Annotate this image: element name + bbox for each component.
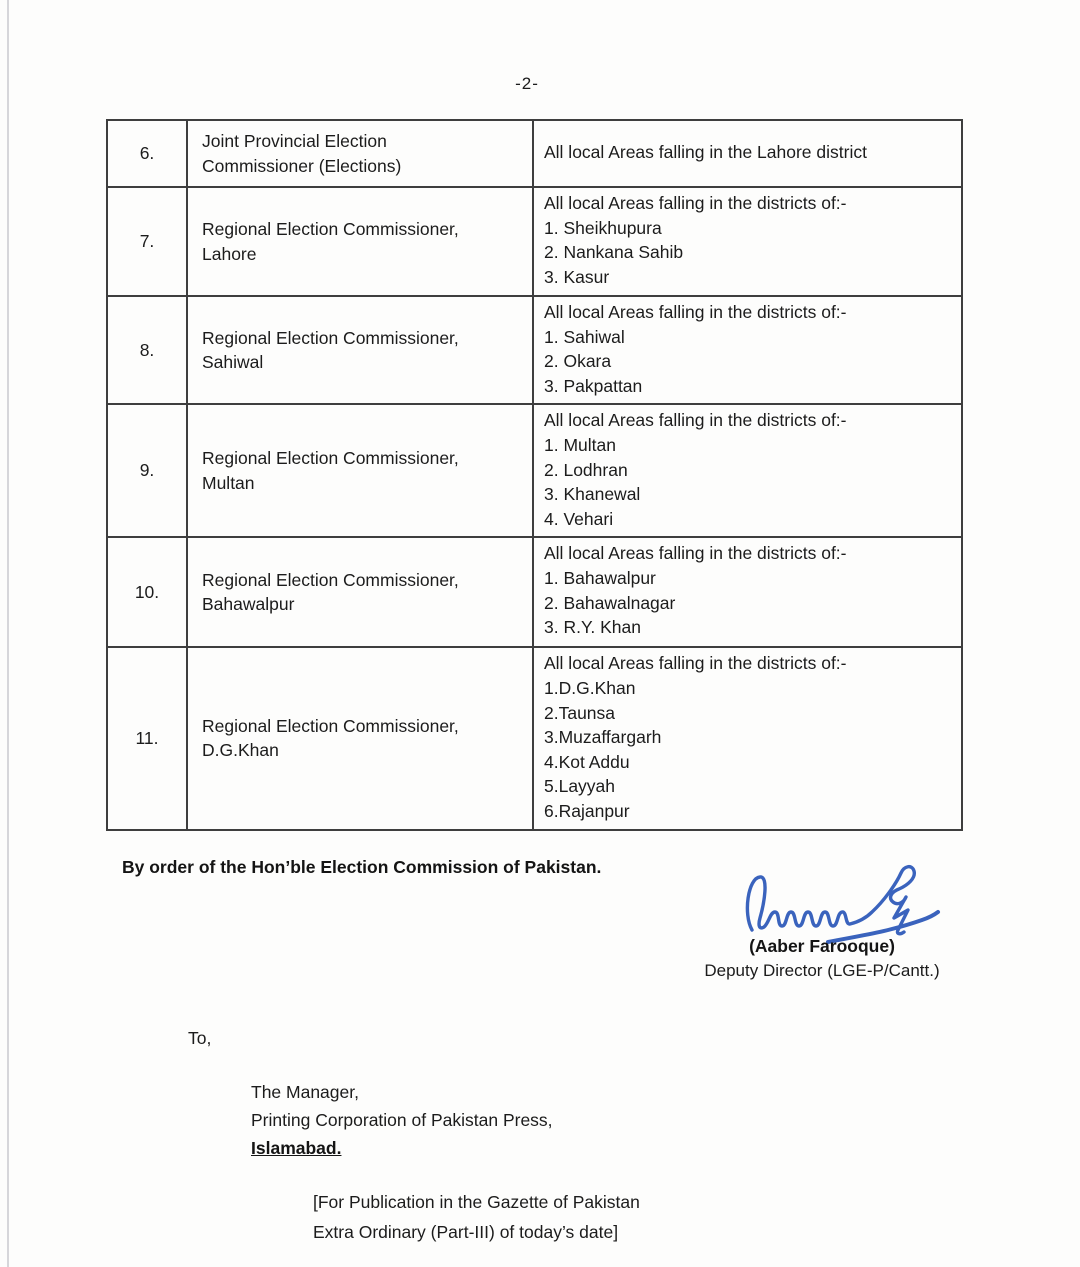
table-row [108,186,961,295]
officer-line: Regional Election Commissioner, [202,219,459,239]
area-line: 1.D.G.Khan [544,677,636,698]
addressee-city: Islamabad. [251,1138,342,1158]
areas-cell [532,405,961,536]
officer-line: Sahiwal [202,352,264,373]
officer-cell [186,297,532,403]
row-number-cell: 6. [139,143,155,163]
area-line: 2. Bahawalnagar [544,592,676,613]
officer-cell [186,188,532,295]
area-line: 1. Multan [544,434,616,455]
areas-cell [532,297,961,403]
publication-note [313,1187,640,1247]
officer-line: Bahawalpur [202,594,295,615]
area-line: 3.Muzaffargarh [544,727,662,748]
area-line: All local Areas falling in the districts of:- [544,653,847,674]
officer-line: Multan [202,472,255,493]
row-number-cell: 7. [139,231,155,251]
area-line: All local Areas falling in the Lahore district [544,142,867,163]
area-line: 3. Pakpattan [544,375,643,396]
area-line: All local Areas falling in the districts of:- [544,193,847,213]
area-line: 2.Taunsa [544,702,616,723]
area-line: 6.Rajanpur [544,800,630,821]
officer-cell [186,405,532,536]
area-line: 2. Lodhran [544,459,628,480]
row-number-cell: 8. [139,339,155,360]
officer-line: D.G.Khan [202,740,279,761]
officer-cell [186,648,532,828]
addressee-block [251,1078,553,1162]
row-number-cell: 10. [134,581,160,602]
table-row [108,646,961,828]
area-line: 1. Bahawalpur [544,567,656,588]
areas-cell [532,188,961,295]
area-line: 3. Khanewal [544,484,641,505]
officer-line: Joint Provincial Election [202,131,387,151]
row-number-cell: 9. [139,460,155,481]
officer-line: Regional Election Commissioner, [202,715,459,736]
area-line: 2. Nankana Sahib [544,242,684,263]
page-number: -2- [515,74,539,93]
area-line: 4. Vehari [544,508,614,529]
table-row [108,403,961,536]
by-order-line: By order of the Hon’ble Election Commission of Pakistan. [122,857,602,877]
officer-line: Regional Election Commissioner, [202,569,459,590]
jurisdiction-table [106,119,963,831]
area-line: 3. R.Y. Khan [544,617,641,638]
table-row [108,536,961,646]
area-line: 1. Sheikhupura [544,217,662,238]
area-line: 5.Layyah [544,776,616,797]
officer-line: Regional Election Commissioner, [202,327,459,348]
officer-line: Regional Election Commissioner, [202,448,459,469]
signatory-name: (Aaber Farooque) [749,936,895,956]
area-line: All local Areas falling in the districts of:- [544,543,847,564]
area-line: All local Areas falling in the districts of:- [544,410,847,431]
officer-line: Lahore [202,243,257,264]
table-row [108,295,961,403]
addressee-line: Printing Corporation of Pakistan Press, [251,1110,553,1130]
areas-cell [532,538,961,646]
officer-line: Commissioner (Elections) [202,155,402,176]
area-line: 4.Kot Addu [544,751,630,772]
area-line: All local Areas falling in the districts of:- [544,302,847,322]
areas-cell [532,648,961,828]
area-line: 3. Kasur [544,266,610,287]
areas-cell [532,121,961,186]
publication-note-line: [For Publication in the Gazette of Pakistan [313,1192,640,1212]
scan-edge-line [7,0,9,1267]
row-number-cell: 11. [135,727,159,748]
area-line: 2. Okara [544,351,612,372]
table-row [108,121,961,186]
area-line: 1. Sahiwal [544,326,625,347]
signatory-title: Deputy Director (LGE-P/Cantt.) [704,961,940,980]
salutation: To, [188,1028,212,1048]
officer-cell [186,121,532,186]
publication-note-line: Extra Ordinary (Part-III) of today’s date] [313,1222,619,1242]
officer-cell [186,538,532,646]
signatory-block [672,936,972,981]
addressee-line: The Manager, [251,1082,359,1102]
